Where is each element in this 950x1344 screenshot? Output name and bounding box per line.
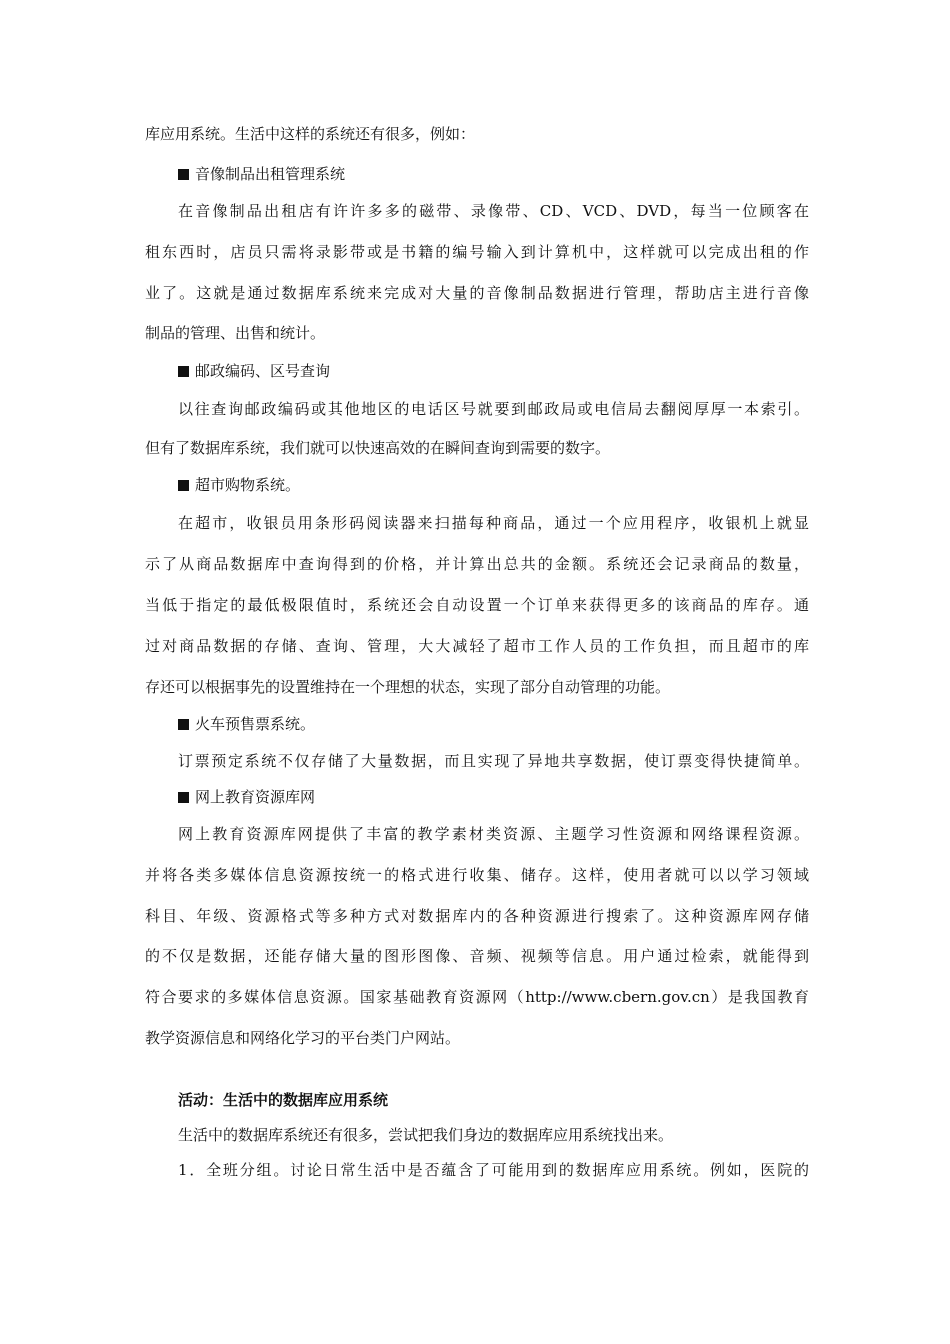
paragraph-line: 网上教育资源库网提供了丰富的教学素材类资源、主题学习性资源和网络课程资源。 <box>178 825 809 843</box>
section-heading-postal-query: 邮政编码、区号查询 <box>178 361 809 381</box>
paragraph-line: 在音像制品出租店有许许多多的磁带、录像带、CD、VCD、DVD，每当一位顾客在 <box>178 202 809 220</box>
section-heading-train-ticket: 火车预售票系统。 <box>178 714 809 734</box>
paragraph-line: 以往查询邮政编码或其他地区的电话区号就要到邮政局或电信局去翻阅厚厚一本索引。 <box>178 400 809 418</box>
paragraph-line: 订票预定系统不仅存储了大量数据，而且实现了异地共享数据，使订票变得快捷简单。 <box>178 752 809 770</box>
paragraph-line: 科目、年级、资源格式等多种方式对数据库内的各种资源进行搜索了。这种资源库网存储 <box>145 907 809 925</box>
activity-item-1: 1．全班分组。讨论日常生活中是否蕴含了可能用到的数据库应用系统。例如，医院的 <box>178 1161 809 1179</box>
paragraph-line: 租东西时，店员只需将录影带或是书籍的编号输入到计算机中，这样就可以完成出租的作 <box>145 243 809 261</box>
paragraph-line: 制品的管理、出售和统计。 <box>145 324 326 342</box>
paragraph-line: 在超市，收银员用条形码阅读器来扫描每种商品，通过一个应用程序，收银机上就显 <box>178 514 809 532</box>
paragraph-line: 当低于指定的最低极限值时，系统还会自动设置一个订单来获得更多的该商品的库存。通 <box>145 596 809 614</box>
square-bullet-icon <box>178 719 189 730</box>
paragraph-line: 过对商品数据的存储、查询、管理，大大减轻了超市工作人员的工作负担，而且超市的库 <box>145 637 809 655</box>
square-bullet-icon <box>178 366 189 377</box>
square-bullet-icon <box>178 792 189 803</box>
section-heading-supermarket: 超市购物系统。 <box>178 475 809 495</box>
square-bullet-icon <box>178 480 189 491</box>
paragraph-line: 符合要求的多媒体信息资源。国家基础教育资源网（http://www.cbern.gov.cn）是我国教育 <box>145 988 809 1006</box>
intro-line: 库应用系统。生活中这样的系统还有很多，例如： <box>145 125 476 143</box>
paragraph-line: 存还可以根据事先的设置维持在一个理想的状态，实现了部分自动管理的功能。 <box>145 678 671 696</box>
paragraph-line: 示了从商品数据库中查询得到的价格，并计算出总共的金额。系统还会记录商品的数量， <box>145 555 809 573</box>
paragraph-line: 教学资源信息和网络化学习的平台类门户网站。 <box>145 1029 461 1047</box>
section-heading-edu-resources: 网上教育资源库网 <box>178 787 809 807</box>
paragraph-line: 的不仅是数据，还能存储大量的图形图像、音频、视频等信息。用户通过检索，就能得到 <box>145 947 809 965</box>
section-heading-av-rental: 音像制品出租管理系统 <box>178 164 809 184</box>
paragraph-line: 但有了数据库系统，我们就可以快速高效的在瞬间查询到需要的数字。 <box>145 439 611 457</box>
paragraph-line: 业了。这就是通过数据库系统来完成对大量的音像制品数据进行管理，帮助店主进行音像 <box>145 284 809 302</box>
activity-intro: 生活中的数据库系统还有很多，尝试把我们身边的数据库应用系统找出来。 <box>178 1126 674 1144</box>
activity-title: 活动：生活中的数据库应用系统 <box>178 1091 389 1109</box>
square-bullet-icon <box>178 169 189 180</box>
paragraph-line: 并将各类多媒体信息资源按统一的格式进行收集、储存。这样，使用者就可以以学习领域 <box>145 866 809 884</box>
